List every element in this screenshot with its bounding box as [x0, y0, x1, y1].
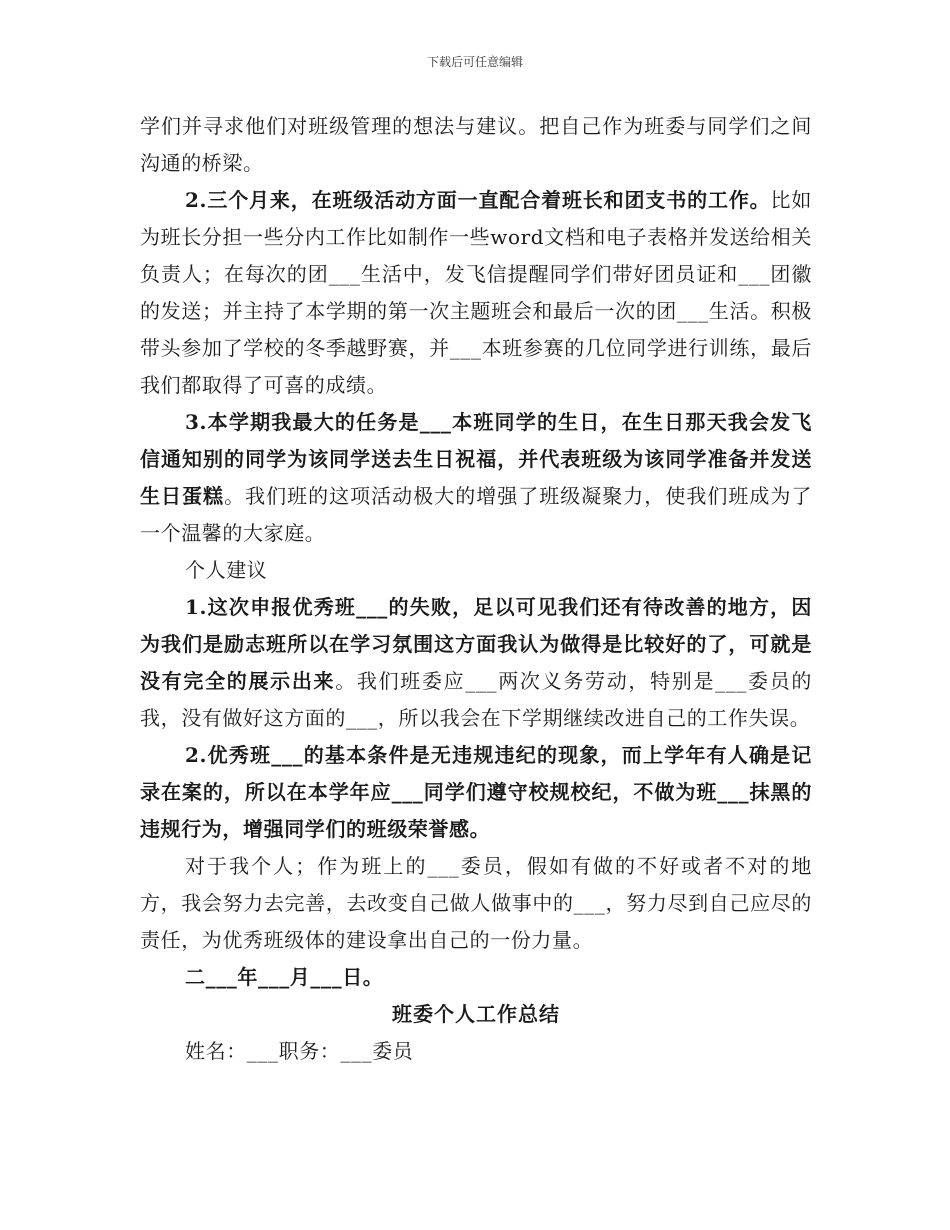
- paragraph-1: 学们并寻求他们对班级管理的想法与建议。把自己作为班委与同学们之间沟通的桥梁。: [140, 114, 812, 175]
- paragraph-2: [140, 182, 812, 404]
- paragraph-2-bold: 2.三个月来，在班级活动方面一直配合着班长和团支书的工作。: [185, 188, 771, 212]
- document-body: [140, 108, 812, 1070]
- paragraph-5: [140, 589, 812, 737]
- paragraph-6: 2.优秀班___的基本条件是无违规违纪的现象，而上学年有人确是记录在案的，所以在本学年应___同学们遵守校规校纪，不做为班___抹黑的违规行为，增强同学们的班级荣誉感。: [140, 743, 812, 841]
- paragraph-7: 对于我个人；作为班上的___委员，假如有做的不好或者不对的地方，我会努力去完善，去改变自己做人做事中的___，努力尽到自己应尽的责任，为优秀班级体的建设拿出自己的一份力量。: [140, 854, 812, 952]
- page-header: 下载后可任意编辑: [426, 55, 523, 69]
- section-heading-personal-suggestions: 个人建议: [185, 558, 268, 582]
- paragraph-5-bold: 1.这次申报优秀班___的失败，足以可见我们还有待改善的地方，因为我们是励志班所以在学习氛围这方面我认为做得是比较好的了，可就是没有完全的展示出来: [140, 595, 812, 693]
- name-position-line: 姓名：___职务：___委员: [185, 1039, 414, 1063]
- document-title: 班委个人工作总结: [392, 1002, 560, 1026]
- paragraph-3-text: 。我们班的这项活动极大的增强了班级凝聚力，使我们班成为了一个温馨的大家庭。: [140, 484, 812, 545]
- paragraph-3-bold: 3.本学期我最大的任务是___本班同学的生日，在生日那天我会发飞信通知别的同学为该同学送去生日祝福，并代表班级为该同学准备并发送生日蛋糕: [140, 410, 812, 508]
- paragraph-5-text: 。我们班委应___两次义务劳动，特别是___委员的我，没有做好这方面的___，所以我会在下学期继续改进自己的工作失误。: [140, 669, 813, 730]
- paragraph-2-text: 比如为班长分担一些分内工作比如制作一些word文档和电子表格并发送给相关负责人；在每次的团___生活中，发飞信提醒同学们带好团员证和___团徽的发送；并主持了本学期的第一次主题班会和最后一次的团___生活。积极带头参加了学校的冬季越野赛，并___本班参赛的几位同学进行训练，最后我们都取得了可喜的成绩。: [140, 188, 813, 397]
- date-line: 二___年___月___日。: [185, 965, 384, 989]
- paragraph-3: [140, 404, 812, 552]
